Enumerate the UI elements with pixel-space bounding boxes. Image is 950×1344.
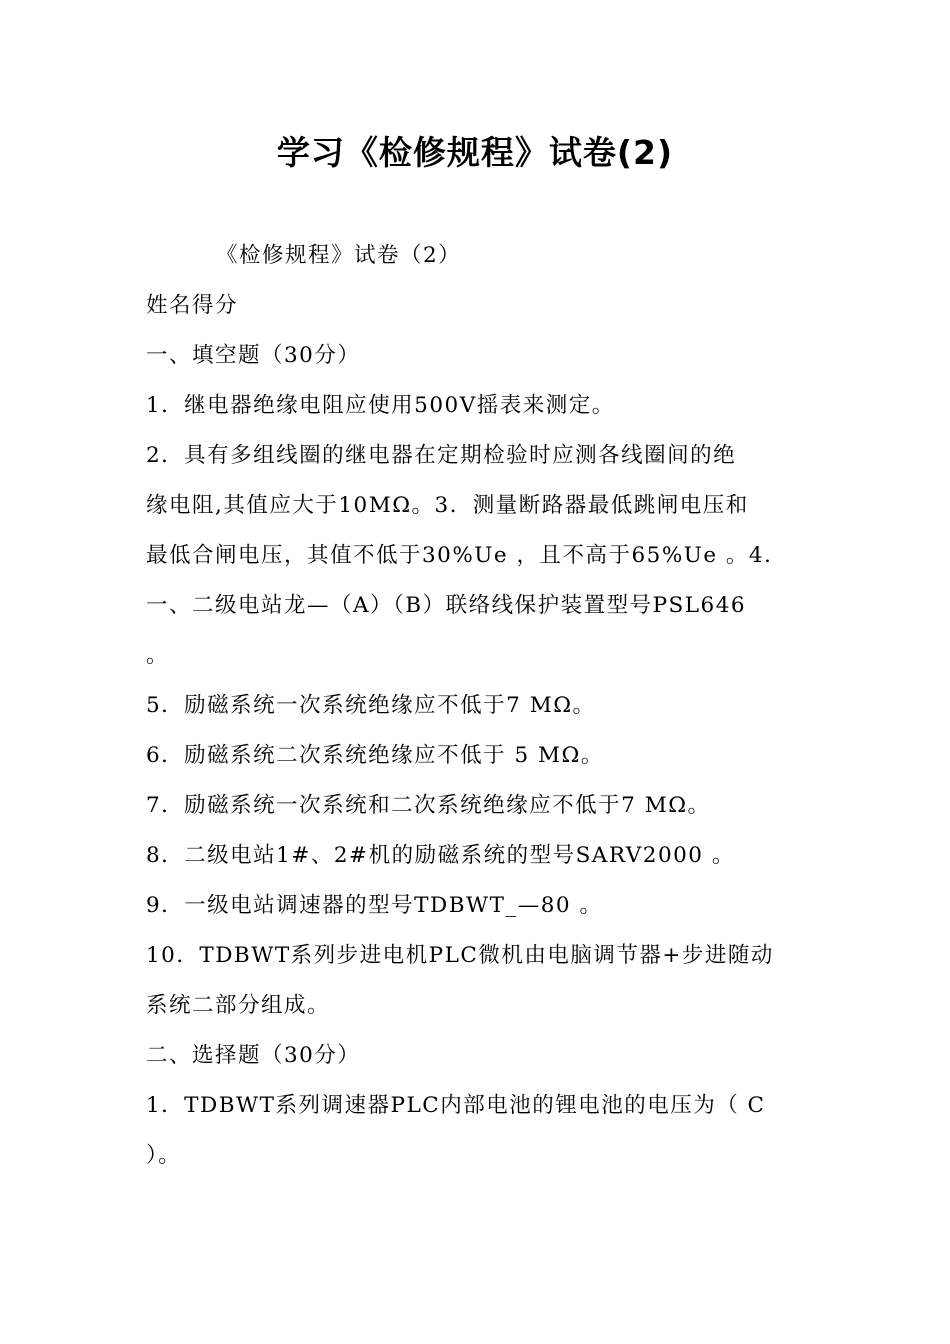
document-body	[146, 231, 810, 1181]
question-line: ）。	[146, 1143, 182, 1168]
question-line: 1．TDBWT系列调速器PLC内部电池的锂电池的电压为（ C	[146, 1093, 766, 1118]
question-line: 最低合闸电压，其值不低于30%Ue ，且不高于65%Ue 。4．	[146, 543, 788, 568]
question-line: 10．TDBWT系列步进电机PLC微机由电脑调节器+步进随动	[146, 943, 774, 968]
question-line: 6．励磁系统二次系统绝缘应不低于 5 MΩ。	[146, 743, 604, 768]
question-line: 。	[146, 643, 170, 668]
section-heading-fill-blank: 一、填空题（30分）	[146, 343, 361, 368]
question-line: 5．励磁系统一次系统绝缘应不低于7 MΩ。	[146, 693, 596, 718]
question-line: 8．二级电站1#、2#机的励磁系统的型号SARV2000 。	[146, 843, 735, 868]
question-line: 7．励磁系统一次系统和二次系统绝缘应不低于7 MΩ。	[146, 793, 711, 818]
exam-subtitle: 《检修规程》试卷（2）	[216, 243, 462, 268]
question-line: 缘电阻,其值应大于10MΩ。3．测量断路器最低跳闸电压和	[146, 493, 749, 518]
question-line: 一、二级电站龙—（A）（B）联络线保护装置型号PSL646	[146, 593, 747, 618]
question-line: 1．继电器绝缘电阻应使用500V摇表来测定。	[146, 393, 615, 418]
question-line: 9．一级电站调速器的型号TDBWT_—80 。	[146, 893, 603, 918]
name-score-line: 姓名得分	[146, 293, 239, 318]
question-line: 系统二部分组成。	[146, 993, 331, 1018]
section-heading-multiple-choice: 二、选择题（30分）	[146, 1043, 361, 1068]
question-line: 2．具有多组线圈的继电器在定期检验时应测各线圈间的绝	[146, 443, 737, 468]
document-title: 学习《检修规程》试卷(2)	[276, 133, 674, 172]
